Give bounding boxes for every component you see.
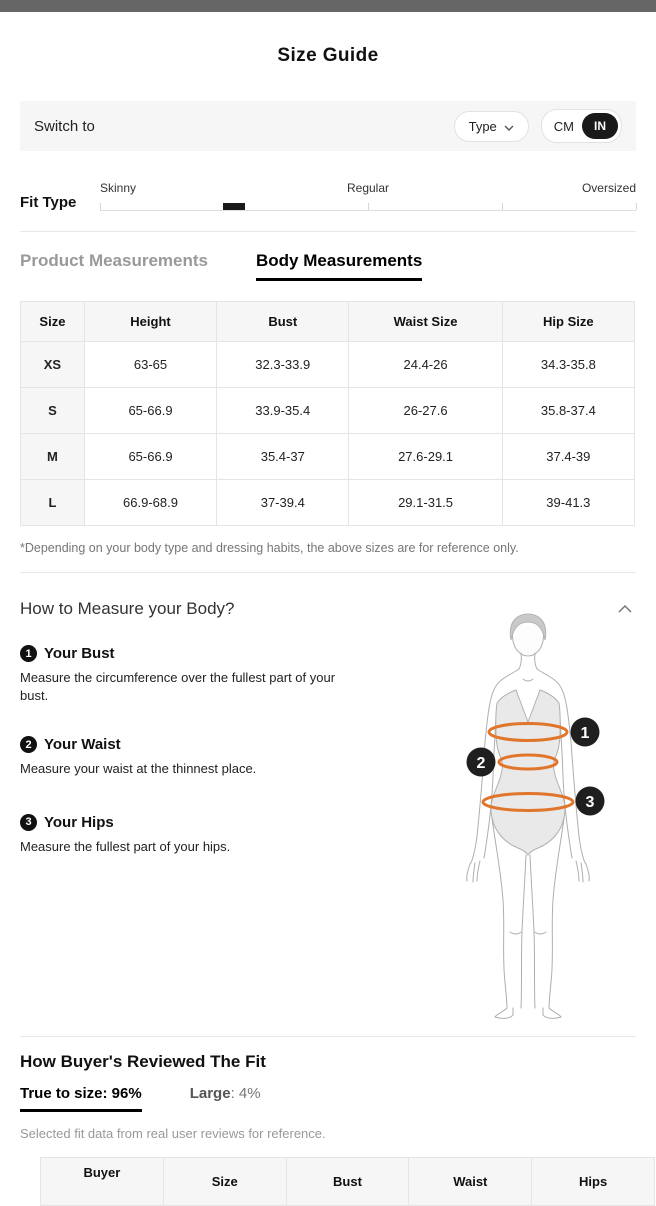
window-top-bar xyxy=(0,0,656,12)
fit-type-scale-labels xyxy=(100,181,636,197)
measurement-cell: 65-66.9 xyxy=(84,434,216,480)
unit-option-cm[interactable]: CM xyxy=(553,118,574,134)
fit-stats-row xyxy=(20,1085,636,1112)
fit-option-skinny: Skinny xyxy=(100,181,137,195)
chevron-down-icon xyxy=(504,119,514,134)
tab-product-measurements[interactable]: Product Measurements xyxy=(20,251,208,270)
figure-badge-3: 3 xyxy=(585,794,595,811)
size-cell: L xyxy=(21,480,85,526)
measurement-cell: 65-66.9 xyxy=(84,388,216,434)
type-dropdown-button[interactable] xyxy=(454,111,529,142)
buyer-review-title: How Buyer's Reviewed The Fit xyxy=(20,1052,266,1071)
buyer-table-header-row xyxy=(41,1158,655,1206)
type-dropdown-label: Type xyxy=(468,118,497,134)
measurement-cell: 39-41.3 xyxy=(502,480,634,526)
fit-option-regular: Regular xyxy=(346,181,390,195)
stat-large-value: : 4% xyxy=(230,1085,261,1102)
size-table-row xyxy=(21,434,635,480)
unit-option-in-selected[interactable]: IN xyxy=(582,113,618,139)
measurement-cell: 37-39.4 xyxy=(217,480,349,526)
stat-large[interactable] xyxy=(190,1085,261,1102)
size-table-header-row xyxy=(21,302,635,342)
size-table-header-cell: Hip Size xyxy=(502,302,634,342)
switch-bar xyxy=(20,101,636,151)
measure-item-desc: Measure your waist at the thinnest place. xyxy=(20,761,257,777)
measurement-cell: 35.8-37.4 xyxy=(502,388,634,434)
fit-type-slider-handle[interactable] xyxy=(223,203,245,210)
measurement-cell: 26-27.6 xyxy=(349,388,502,434)
tab-body-measurements[interactable]: Body Measurements xyxy=(256,251,422,281)
figure-badge-1: 1 xyxy=(580,725,590,742)
body-measurement-figure xyxy=(450,612,640,1024)
unit-toggle xyxy=(541,109,622,143)
size-cell: S xyxy=(21,388,85,434)
stat-true-to-size[interactable]: True to size: 96% xyxy=(20,1085,142,1112)
switch-controls xyxy=(454,109,622,143)
buyer-table-header-cell: Hips xyxy=(532,1158,655,1206)
divider xyxy=(20,231,636,232)
size-table-body xyxy=(21,342,635,526)
size-table-header-cell: Size xyxy=(21,302,85,342)
size-table-header-cell: Waist Size xyxy=(349,302,502,342)
switch-to-label: Switch to xyxy=(34,117,95,135)
figure-badge-2: 2 xyxy=(476,755,486,772)
size-cell: XS xyxy=(21,342,85,388)
buyer-table-header-cell: Waist xyxy=(409,1158,532,1206)
size-table-header-cell: Height xyxy=(84,302,216,342)
measurement-tabs xyxy=(20,251,636,281)
measure-item-title: Your Waist xyxy=(44,736,121,754)
measure-item-bust xyxy=(20,645,360,704)
measurement-cell: 66.9-68.9 xyxy=(84,480,216,526)
measurement-cell: 27.6-29.1 xyxy=(349,434,502,480)
size-table-footnote: *Depending on your body type and dressing habits, the above sizes are for reference only. xyxy=(20,541,519,555)
divider xyxy=(20,572,636,573)
measure-item-title: Your Bust xyxy=(44,645,115,662)
measure-item-waist xyxy=(20,736,360,778)
measurement-cell: 33.9-35.4 xyxy=(217,388,349,434)
fit-type-label: Fit Type xyxy=(20,194,77,211)
measure-item-title: Your Hips xyxy=(44,813,114,831)
measurement-cell: 32.3-33.9 xyxy=(217,342,349,388)
measurement-cell: 35.4-37 xyxy=(217,434,349,480)
buyer-table-header-cell: Buyer xyxy=(41,1158,164,1206)
fit-type-row xyxy=(20,181,636,211)
measurement-cell: 63-65 xyxy=(84,342,216,388)
size-table xyxy=(20,301,635,526)
size-table-row xyxy=(21,480,635,526)
measure-item-desc: Measure the circumference over the fullest part of your bust. xyxy=(20,670,336,703)
fit-type-slider xyxy=(100,181,636,211)
number-3-badge-icon: 3 xyxy=(20,814,37,831)
buyer-fit-table xyxy=(40,1157,655,1206)
size-table-row xyxy=(21,388,635,434)
number-2-badge-icon: 2 xyxy=(20,736,37,753)
measurement-cell: 34.3-35.8 xyxy=(502,342,634,388)
number-1-badge-icon: 1 xyxy=(20,645,37,662)
size-table-row xyxy=(21,342,635,388)
review-note: Selected fit data from real user reviews for reference. xyxy=(20,1126,326,1141)
divider xyxy=(20,1036,636,1037)
page-title: Size Guide xyxy=(277,45,379,66)
how-to-measure-title: How to Measure your Body? xyxy=(20,599,235,618)
measurement-cell: 24.4-26 xyxy=(349,342,502,388)
stat-large-label: Large xyxy=(189,1085,231,1102)
measure-item-hips xyxy=(20,814,360,856)
buyer-review-section xyxy=(20,1052,636,1206)
measurement-cell: 37.4-39 xyxy=(502,434,634,480)
measure-item-desc: Measure the fullest part of your hips. xyxy=(20,838,231,854)
fit-option-oversized: Oversized xyxy=(581,181,636,195)
buyer-table-header-cell: Size xyxy=(163,1158,286,1206)
body-figure-illustration xyxy=(450,612,640,1024)
fit-type-slider-track[interactable] xyxy=(100,202,636,211)
size-table-header-cell: Bust xyxy=(217,302,349,342)
how-to-measure-section xyxy=(20,586,636,1036)
size-cell: M xyxy=(21,434,85,480)
measurement-cell: 29.1-31.5 xyxy=(349,480,502,526)
buyer-table-header-cell: Bust xyxy=(286,1158,409,1206)
